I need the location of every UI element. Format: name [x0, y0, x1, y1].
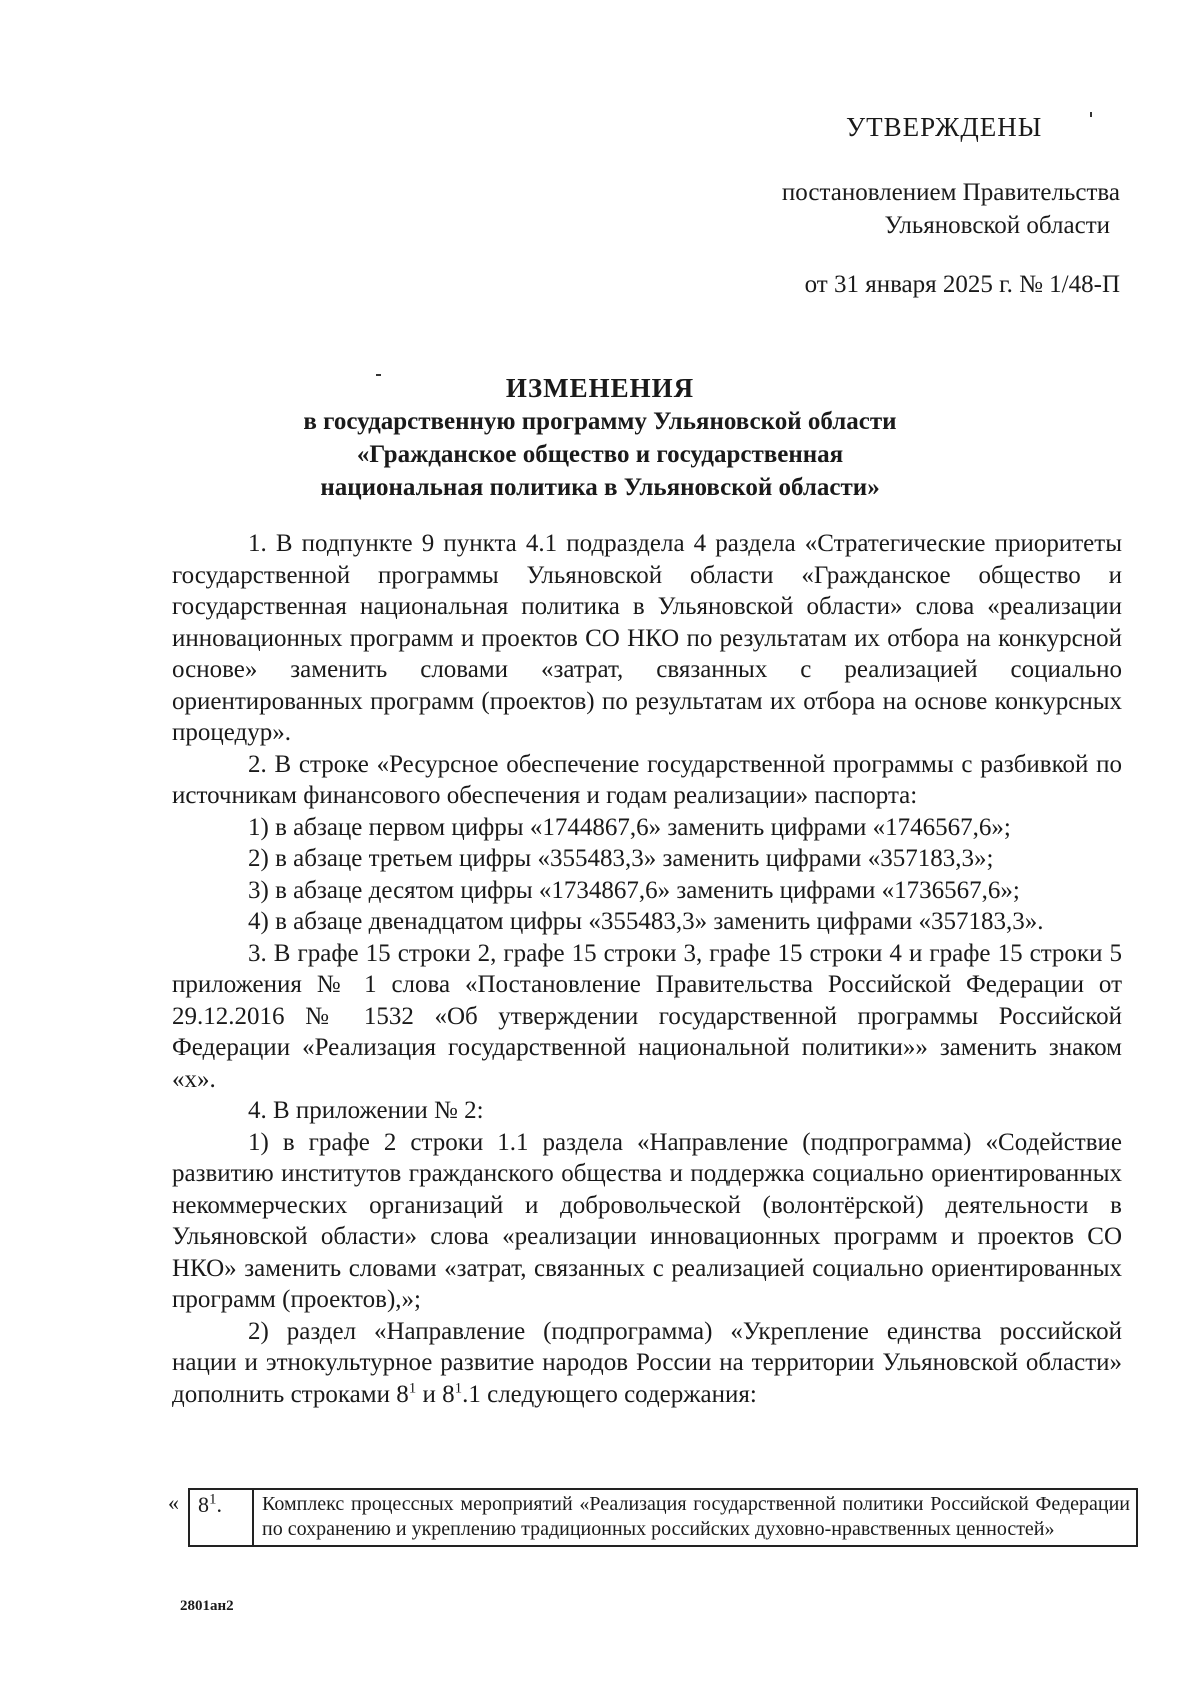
- paragraph-2-item-2: 2) в абзаце третьем цифры «355483,3» заменить цифрами «357183,3»;: [248, 845, 994, 872]
- p4-2-sup-1: 1: [408, 1380, 417, 1397]
- p4-2-text-start: 2) раздел «Направление (подпрограмма) «Укрепление единства российской нации и этнокультурное развитие народов России на территории Ульяновской области» дополнить строками 8: [172, 1317, 1122, 1408]
- paragraph-2-item-1: 1) в абзаце первом цифры «1744867,6» заменить цифрами «1746567,6»;: [248, 813, 1011, 841]
- row-text-cell: Комплекс процессных мероприятий «Реализация государственной политики Российской Федерации по сохранению и укреплению традиционных российских духовно-нравственных ценностей»: [253, 1489, 1137, 1546]
- footer-code: 2801ан2: [180, 1598, 234, 1614]
- document-title: [170, 372, 1030, 504]
- p4-2-text-end: .1 следующего содержания:: [462, 1380, 757, 1408]
- decree-block: [700, 176, 1120, 301]
- paragraph-4-item-1: 1) в графе 2 строки 1.1 раздела «Направление (подпрограмма) «Содействие развитию институтов гражданского общества и поддержка социально ориентированных некоммерческих организаций и добровольческой (волонтёрской) деятельности в Ульяновской области» слова «реализации инновационных программ и проектов СО НКО» заменить словами «затрат, связанных с реализацией социально ориентированных программ (проектов),»;: [172, 1128, 1122, 1313]
- title-main: ИЗМЕНЕНИЯ: [505, 373, 695, 403]
- paragraph-2-item-3: 3) в абзаце десятом цифры «1734867,6» заменить цифрами «1736567,6»;: [248, 876, 1020, 904]
- decree-line-1: постановлением Правительства: [781, 179, 1120, 206]
- decree-line-2: Ульяновской области: [884, 212, 1110, 239]
- paragraph-1: 1. В подпункте 9 пункта 4.1 подраздела 4 раздела «Стратегические приоритеты государственной программы Ульяновской области «Гражданское общество и государственная национальная политика в Ульяновской области» слова «реализации инновационных программ и проектов СО НКО по результатам их отбора на конкурсной основе» заменить словами «затрат, связанных с реализацией социально ориентированных программ (проектов) по результатам их отбора на основе конкурсных процедур».: [172, 530, 1122, 746]
- p4-2-sup-2: 1: [454, 1380, 463, 1397]
- paragraph-2-item-4: 4) в абзаце двенадцатом цифры «355483,3» заменить цифрами «357183,3».: [248, 908, 1044, 935]
- row-number-cell: [189, 1489, 253, 1546]
- title-line-1: в государственную программу Ульяновской области: [303, 408, 897, 435]
- scan-speck: [1090, 112, 1092, 117]
- title-line-2: «Гражданское общество и государственная: [356, 441, 844, 468]
- insert-table: [188, 1488, 1138, 1547]
- table-row: [189, 1489, 1137, 1546]
- open-quote: «: [168, 1490, 179, 1515]
- paragraph-4: 4. В приложении № 2:: [248, 1097, 484, 1124]
- title-line-3: национальная политика в Ульяновской области»: [320, 474, 880, 501]
- row-number-sup: 1: [209, 1491, 217, 1508]
- document-body: [172, 528, 1122, 1410]
- paragraph-2: 2. В строке «Ресурсное обеспечение государственной программы с разбивкой по источникам финансового обеспечения и годам реализации» паспорта:: [172, 750, 1122, 809]
- paragraph-3: 3. В графе 15 строки 2, графе 15 строки 3, графе 15 строки 4 и графе 15 строки 5 приложения № 1 слова «Постановление Правительства Российской Федерации от 29.12.2016 № 1532 «Об утверждении государственной программы Российской Федерации «Реализация государственной национальной политики»» заменить знаком «х».: [172, 939, 1122, 1093]
- decree-date: от 31 января 2025 г. № 1/48-П: [804, 271, 1120, 298]
- paragraph-4-item-2: [172, 1316, 1122, 1411]
- approved-label: УТВЕРЖДЕНЫ: [846, 112, 1043, 142]
- row-number-suffix: .: [216, 1492, 222, 1517]
- row-number: 8: [198, 1492, 209, 1517]
- p4-2-text-mid: и 8: [416, 1380, 455, 1408]
